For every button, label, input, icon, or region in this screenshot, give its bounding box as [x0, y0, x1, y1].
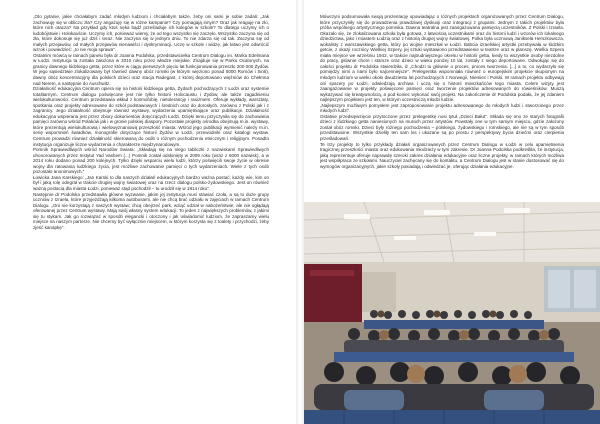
- right-paragraph: Mówczyni podsumowała swoją prezentację opowiadając o różnych projektach organizowanych przez Centrum Dialogu, które przyczyniły się do prowadzenia prawdziwej dyskusji oraz integracji z grupami. Jednym z takich projektów była próba wspólnego artystycznego pomnika. Dawna teatralna jest zaangażowana pamięcią uczestników. Z Polski i Izraela. Okazało się, że zlokalizowana szkoła była gotowa, z łatwością uczestnikami oraz do historii ludzi i wzorów ich lokalnego dziedzictwa, jako i miastem Łodzią oraz z historią drugiej wojny światowej. Polka była uczniową Janiksela Herszkowicza, wokalisty z warszawskiego getta, który po wojnie mieszkał w Łodzi. Babcia izraelskiej artystki przebywała w łódzkim getcie, z okazji rocznicy Wielkiej Szpery, jej sztuki wystawiono przedstawienie w teatrze oraz w planszę. Wielka Szpera miała miejsce we wrześniu 1942, w trakcie najtrudniejszego okresu w historii getta, kiedy to wszystkie osoby niezdolne do pracy, głównie chore i starsze oraz dzieci w wieku poniżej 10 lat, zostały z niego deportowane. Odwołując się do całości projektu dr Podolska stwierdziła, iż „Chodzi tu głównie o proces, proces tworzenia. [...] a to, co wydarzyło się pomiędzy nimi a nami było najcenniejsze”. Prelegentka wspomniała również o europejskim projekcie skupionym na młodym ludziom w wieku około dwudziestu lat pochodzących z Norwegii, Niemiec i Polski. W ramach projektu odbywają oni spacery po Łodzi, odwiedzają archiwa i uczą się o historii mieszkańców tego miasta. Celem wizyty jest zaangażowanie w projekty poświęcone pamięci oraz tworzenie projektów adresowanych do rówieśników. Muszą wykazywać się kreatywnością, a pod koniec wykonać swój projekt. Na zakończenie dr Podolska podała, że jej zdaniem najlepszym projektem jest ten, w którym uczestniczą młodzi ludzie.: [320, 14, 564, 103]
- left-paragraph: Następnie dr Podolska przedstawiła główne wyzwanie, jakim jej instytucja musi stawiać czoła, a są to duże grupy uczniów z Izraela, które przyjeżdżają kilkoma autobusami, ale nie chcą brać udziału w zajęciach w ramach Centrum Dialogu. „Oni nie korzystają z naszych wystaw; chcą obejrzeć park, wziąć udział w nabożeństwie, ale nie ogłądają oferowanej przez Centrum wystawy. Mają swój własny system edukacji. To jeden z największych problemów, z jakimi się tu stykam. Jak go rozwiązać w sposób elegancki i otoczony i jak uświadomić ludziom, że zapraszamy wielu miejsce na naszym parterze. Nie chcemy być wyłącznie miejscem, w którym korzysta się z toalety i przychodzi, żeby zjeść kanapkę”.: [33, 191, 269, 230]
- right-text-column: [320, 14, 564, 198]
- left-page: [0, 0, 296, 424]
- left-paragraph: Łowicka Jana Karskiego: „Jan Karski to dla naszych działań edukacyjnych bardzo ważna postać; każdy wie, kim on był i jaką rolę odegrał w trakcie drugiej wojny światowej oraz na rzecz dialogu polsko-żydowskiego. Jest on również ważną postacią dla miasta Łodzi, ponieważ stąd pochodził – tu urodził się w 1914 roku”.: [33, 174, 269, 191]
- left-paragraph: Działalność edukacyjna Centrum opiera się na historii łódzkiego getta, Żydach pochodzących z Łodzi oraz systemie totalitarnym. Centrum dialogu poświęcone jest nie tylko historii Holocaustu i Żydów, ale także zagadnieniu wielokulturowości. Centrum przedstawia wkład z kosmofobię, nietolerancję i rasizmem. Oferuje wykłady, warsztaty, spotkania oraz projekty adresowane do szkół podstawowych i średnich oraz do dorosłych, zarówno z Polski jak i z zagranicy. Jego działalność obejmuje również wystawy, wydarzenia upamiętniające oraz publikacje. Działalność edukacyjna wspierana jest przez zbiory dokumentów dotyczących Łodzi. Dzięki temu przyczyniła się do zachowania pamięci zarówno wśród Polaków jak i w gronie polskiej diaspory. Pozostałe projekty ośrodka obejmują m.in. wystawy, które prezentują wielokulturową i wielowyznaniową przeszłość miasta. Wśród jego publikacji wymienić należy m.in. serię wspomnień świadków, monografie dotyczące historii Żydów w Łodzi, przewodniki oraz katalogi wystaw. Centrum prowadzi również działalność skierowaną do osób o różnym pochodzeniu etnicznym i religijnym. Ponadto instytucja organizuje liczne wydarzenia o charakterze międzynarodowym.: [33, 86, 269, 147]
- left-paragraph: Ostatnim mówcą w ramach panelu była dr Joanna Podolska, przedstawicielka Centrum Dialogu im. Marka Edelmana w Łodzi. Instytucja ta została założona w 2010 roku przez władze miejskie. Znajduje się w Parku Ocalonych, na granicy dawnego łódzkiego getta, przez które w ciągu pierwszych pięciu lat funkcjonowania przeszło 200 000 Żydów. W jego sąsiedztwie zlokalizowany był również dawny obóz romski (w którym więziono ponad 5000 Romów i Sinti), dawny obóz koncentracyjny dla polskich dzieci oraz stacja Radegast, z której deportowano więźniów do Chełmna nad Nerem, a następnie do Auschwitz.: [33, 52, 269, 86]
- left-text-column: [33, 14, 269, 406]
- left-paragraph: Pomnik Sprawiedliwych wśród Narodów Świata: „Składają się na niego tabliczki z nazwiskami Sprawiedliwych uhonorowanych przez Instytut Yad Vashem (...) Pomnik został odsłonięty w 2009 roku (wraz z 6000 nazwisk), a w 2014 roku dodano ponad 200 kolejnych. Tylko dzięki wsparciu wielu ludzi, którzy poświęcili swoje życie w okresie wojny dla ratowania ludzkiego życia, jest możliwe zachowanie pamięci o tych wydarzeniach. Wiele z tych osób pozostało anonimowych.”: [33, 147, 269, 175]
- right-page: [304, 0, 600, 424]
- conference-photo: [304, 202, 600, 424]
- page-gutter: [296, 0, 304, 424]
- conference-photo-illustration: [304, 202, 600, 424]
- right-paragraph: Te trzy projekty to tylko przykłady działań organizowanych przez Centrum Dialogu w Łodzi w celu upamiętnienia tragicznej przeszłości miasta oraz edukowania młodzieży w tym zakresie. Dr Joanna Podolska podkreśliła, że instytucja, jaką reprezentuje oferuje naprawdę szeroki zakres działania edukacyjne oraz liczne projekty, w ramach których możliwa jest współpraca ze szkołami. Nauczyciel zachęcany się do kontaktu, a Centrum Dialogu jest w stanie dostosować się do wymogów organizacyjnych, jakie szkoły posiadają i odwiedzać je, oferując działania edukacyjne.: [320, 141, 564, 169]
- right-paragraph: „Najlepszym możliwym pomysłem jest zaproponowanie projektu adresowanego do młodych ludzi i stworzonego przez młodych ludzi”.: [320, 102, 564, 114]
- right-paragraph: Ostatnie przedsięwzięcie przytoczone przez prelegentkę nosi tytuł „Dzieci Bałut”. Składa się ono ze starych fotografii dzieci z łódzkiego getta naniesionych na murach przez artystów. Powstały one w tym samym miejscu, gdzie założony został obóz romski. Dzieci były różnego pochodzenia – polskiego, żydowskiego i romskiego, ale nie są w tym sposób przedstawione. Wszystkie dzieliły ten sam los i ukazane są po prostu z perspektywy bycia dziećmi oraz cierpienia prześladowań.: [320, 113, 564, 142]
- left-paragraph: „Oto pytanie, jakie chciałabym zadać młodym ludziom i chciałabym także, żeby oni sami je sobie zadali: „Jak zachowuję się w obliczu zła? Czy angażuję się w różne kampanie? Czy pomagają innym? Oraz jak reaguję na zło, które nich otacza? Na przykład gdy ktoś nęka bądź prześladuje ich kolegów w szkole? To dlatego uczymy ich o ludobójstwie i Holokauście. Uczymy ich, ponieważ wiemy, że od tego wszystko się zaczęło. Wszystko zaczyna się od zła, które dokonuje się już dziś i teraz. Nie zaczyna się w jednym dniu. To nie zdarza się od tak. Zaczyna się od małych przejawów, od małych przejawów nienawiści i dyskryminacji. Uczę w szkole i widzę, jak łatwo jest odwrócić wzrok i powiedzieć: „to nie moja sprawa”.: [33, 14, 269, 53]
